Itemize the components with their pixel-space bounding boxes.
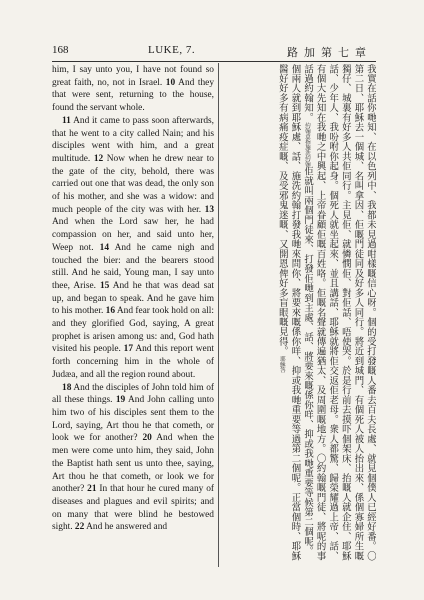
- chinese-verse: 衆人都驚、歸榮耀過上帝、話、有個大先知在我哋之中興起、上帝眷顧佢嘅百姓咯。: [314, 64, 339, 561]
- english-paragraph: [52, 64, 214, 115]
- verse-text: Now when he drew near to the gate of the city, behold, there was carried out one that was dead, the only son of his mother, and she was a widow: and much people of the city was with her.: [52, 153, 214, 215]
- verse-number: 19: [115, 395, 126, 406]
- english-paragraph: [52, 115, 214, 382]
- verse-text: And this report went forth concerning him in the whole of Judæa, and all the region round about.: [52, 344, 214, 380]
- chinese-verse: 於是行前去摸吓個架床、抬嘅人就企住、耶穌話、少年人、我吩咐你起身。: [327, 64, 351, 561]
- verse-number: 22: [74, 522, 85, 533]
- header-rule: [52, 61, 376, 62]
- verse-text: And John calling unto him two of his disciples sent them to the Lord, saying, Art thou he that cometh, or look we for another?: [52, 395, 214, 444]
- chinese-verse: 個兩人就到耶穌處、話、施洗約翰打發我哋來問你、將要來嘅係你咩、抑或我哋重要等過第二個呢。: [289, 64, 301, 493]
- verse-text: And the disciples of John told him of all these things.: [52, 382, 215, 406]
- chinese-verse: 主見佢、就憐憫佢、對佢話、唔使哭。: [339, 200, 351, 366]
- chinese-verse: 正當個時、耶穌醫好好多有病痛疫症嘅、及受邪鬼迷嘅、又開恩俾好多盲眼嘅見得。: [276, 64, 301, 561]
- page-header: [52, 44, 376, 60]
- chinese-interlinear-note: 耶穌答: [278, 356, 285, 373]
- verse-text: And he came nigh and touched the bier: and the bearers stood still. And he said, Young man, I say unto thee, Arise.: [52, 242, 215, 291]
- verse-number: 10: [165, 77, 176, 88]
- chinese-verse: 佢就叫兩個門徒來、打發佢哋到主處、話、將要來嘅係你咩、抑或我哋重要等候第二個呢。: [302, 166, 314, 557]
- chinese-verse: 我實在話你哋知、在以色列中、我都未見過咁樣嘅信心呀。: [365, 64, 376, 318]
- column-divider: [218, 63, 219, 567]
- verse-text: him, I say unto you, I have not found so great faith, no, not in Israel.: [52, 65, 214, 88]
- page-number: 168: [52, 44, 69, 56]
- verse-text: And it came to pass soon afterwards, that he went to a city called Nain; and his disciples went with him, and a great multitude.: [52, 115, 214, 164]
- verse-text: And fear took hold on all: and they glorified God, saying, A great prophet is arisen among us: and, God hath visited his people.: [52, 306, 214, 355]
- verse-text: And he that was dead sat up, and began to speak. And he gave him to his mother.: [52, 280, 215, 317]
- verse-number: 17: [123, 344, 134, 355]
- chinese-interlinear-note: 約翰意指施洗約翰: [304, 122, 311, 167]
- chinese-verse: 〇第二日、耶穌去一個城、名叫拿因、佢嘅門徒同及好多人同行。: [352, 64, 376, 561]
- english-paragraph: [52, 382, 214, 534]
- verse-number: 18: [62, 382, 72, 393]
- verse-text: And when the men were come unto him, they said, John the Baptist hath sent us unto thee, saying, Art thou he that cometh, or look we for another?: [52, 433, 215, 495]
- verse-number: 15: [99, 280, 110, 291]
- book-title: LUKE, 7.: [148, 44, 196, 56]
- verse-number: 12: [93, 153, 104, 164]
- chinese-verse: 將近到城門、有個死人被人抬出來、係個寡婦所生嘅獨仔、城裏有好多人共佢同行。: [339, 64, 364, 561]
- verse-number: 21: [87, 484, 97, 495]
- verse-number: 14: [99, 242, 110, 253]
- chinese-verse: 個死人就坐起來、並且講話、耶穌就將佢交返佢老母。: [327, 190, 339, 425]
- english-column: [52, 64, 214, 564]
- verse-number: 20: [142, 433, 152, 444]
- verse-text: And they that were sent, returning to the house, found the servant whole.: [52, 77, 215, 114]
- verse-number: 11: [62, 115, 71, 126]
- verse-text: And when the Lord saw her, he had compassion on her, and said unto her, Weep not.: [52, 217, 214, 253]
- chinese-verse: 佢嘅名聲就傳遍猶太、及周圍嘅地方。: [314, 288, 326, 454]
- verse-number: 16: [105, 306, 116, 317]
- chinese-verse: 個的受打發嘅人番去百夫長處、就見個僕人已經好番。: [365, 317, 376, 552]
- chinese-title: 路加第七章: [287, 46, 372, 59]
- verse-text: In that hour he cured many of diseases and plagues and evil spirits; and on many that were blind he bestowed sight.: [52, 484, 215, 533]
- verse-number: 13: [204, 204, 215, 215]
- chinese-column: [222, 64, 376, 564]
- verse-text: And he answered and: [86, 522, 168, 533]
- chinese-verse: 〇約翰嘅門徒、將呢的事話過約翰知。: [302, 64, 326, 561]
